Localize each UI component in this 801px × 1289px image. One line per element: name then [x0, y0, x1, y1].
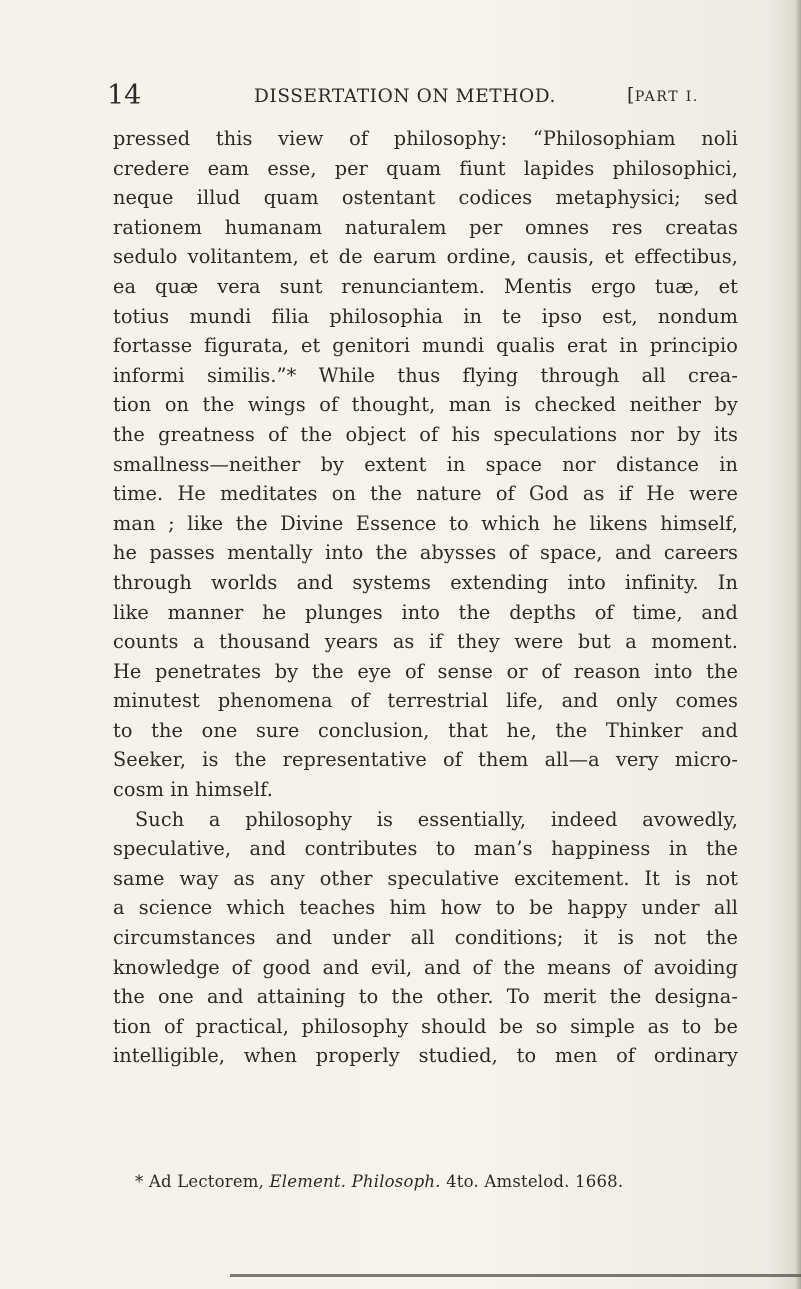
footnote-title: Element. Philosoph.: [269, 1172, 441, 1191]
text-line: sedulo volitantem, et de earum ordine, causis, et effectibus,: [113, 245, 738, 269]
text-line: he passes mentally into the abysses of space, and careers: [113, 541, 738, 565]
text-line: ea quæ vera sunt renunciantem. Mentis ergo tuæ, et: [113, 274, 738, 298]
text-line: tion on the wings of thought, man is checked neither by: [113, 393, 738, 417]
text-line: informi similis.”* While thus flying through all crea-: [113, 363, 738, 387]
text-line: counts a thousand years as if they were but a moment.: [113, 630, 738, 654]
bottom-edge-shadow: [230, 1274, 801, 1277]
text-line: like manner he plunges into the depths of time, and: [113, 600, 738, 624]
text-line: knowledge of good and evil, and of the means of avoiding: [113, 955, 738, 979]
text-line: speculative, and contributes to man’s happiness in the: [113, 837, 738, 861]
text-line: circumstances and under all conditions; it is not the: [113, 926, 738, 950]
text-line: time. He meditates on the nature of God as if He were: [113, 482, 738, 506]
text-line: fortasse figurata, et genitori mundi qualis erat in principio: [113, 334, 738, 358]
text-line: minutest phenomena of terrestrial life, and only comes: [113, 689, 738, 713]
text-line: totius mundi filia philosophia in te ipso est, nondum: [113, 304, 738, 328]
text-line: same way as any other speculative excitement. It is not: [113, 866, 738, 890]
text-line: a science which teaches him how to be happy under all: [113, 896, 738, 920]
text-line: man ; like the Divine Essence to which he likens himself,: [113, 511, 738, 535]
text-line: rationem humanam naturalem per omnes res creatas: [113, 215, 738, 239]
text-line: smallness—neither by extent in space nor distance in: [113, 452, 738, 476]
running-header: [107, 80, 741, 114]
text-line: neque illud quam ostentant codices metaphysici; sed: [113, 186, 738, 210]
text-line: cosm in himself.: [113, 778, 273, 802]
paragraph-start-line: Such a philosophy is essentially, indeed avowedly,: [135, 807, 738, 831]
page-number: 14: [107, 80, 142, 111]
text-line: the one and attaining to the other. To merit the designa-: [113, 985, 738, 1009]
running-title: DISSERTATION ON METHOD.: [254, 86, 557, 107]
part-word: PART: [634, 89, 680, 105]
footnote: [135, 1172, 623, 1191]
footnote-prefix: * Ad Lectorem,: [135, 1172, 270, 1191]
text-line: He penetrates by the eye of sense or of reason into the: [113, 659, 738, 683]
part-numeral: I.: [685, 89, 699, 105]
page-edge-shadow: [795, 0, 801, 1289]
text-line: the greatness of the object of his speculations nor by its: [113, 422, 738, 446]
text-line: Seeker, is the representative of them all—a very micro-: [113, 748, 738, 772]
part-bracket: [: [627, 84, 635, 106]
body-text: [113, 124, 738, 1071]
text-line: to the one sure conclusion, that he, the Thinker and: [113, 718, 738, 742]
part-label: [627, 84, 699, 106]
footnote-suffix: 4to. Amstelod. 1668.: [440, 1172, 624, 1191]
text-line: intelligible, when properly studied, to men of ordinary: [113, 1044, 738, 1068]
text-line: through worlds and systems extending into infinity. In: [113, 570, 738, 594]
text-line: credere eam esse, per quam fiunt lapides philosophici,: [113, 156, 738, 180]
text-line: pressed this view of philosophy: “Philosophiam noli: [113, 127, 738, 150]
text-line: tion of practical, philosophy should be so simple as to be: [113, 1014, 738, 1038]
